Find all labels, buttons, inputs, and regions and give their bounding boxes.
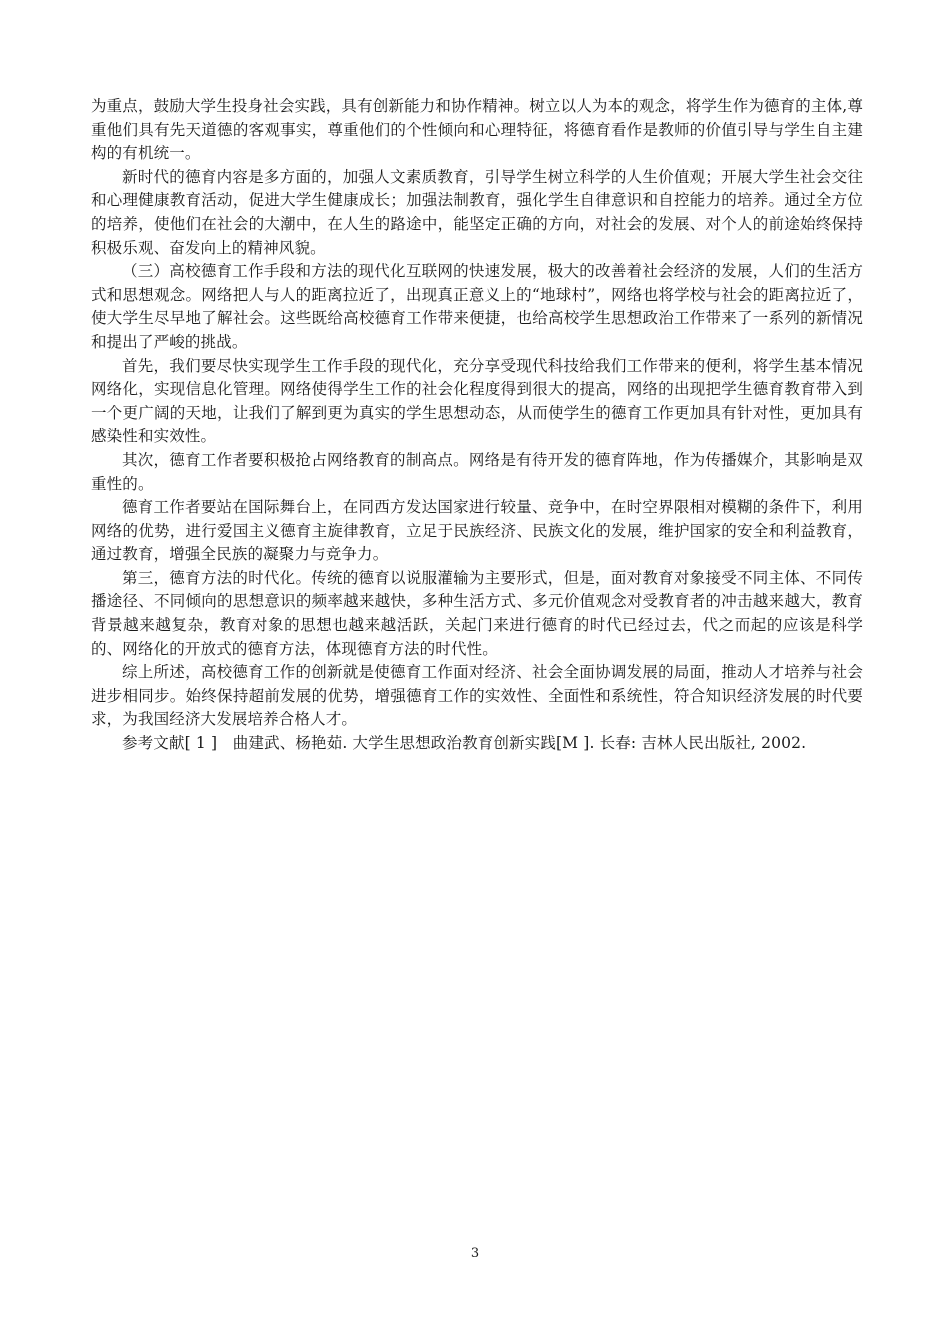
- body-paragraph: 其次，德育工作者要积极抢占网络教育的制高点。网络是有待开发的德育阵地，作为传播媒介，其影响是双重性的。: [91, 450, 863, 493]
- body-paragraph: 德育工作者要站在国际舞台上，在同西方发达国家进行较量、竞争中，在时空界限相对模糊的条件下，利用网络的优势，进行爱国主义德育主旋律教育，立足于民族经济、民族文化的发展，维护国家的安全和利益教育，通过教育，增强全民族的凝聚力与竞争力。: [91, 498, 863, 564]
- page-number: 3: [470, 1246, 480, 1261]
- document-body: [91, 95, 863, 756]
- body-paragraph: 为重点，鼓励大学生投身社会实践，具有创新能力和协作精神。树立以人为本的观念，将学生作为德育的主体,尊重他们具有先天道德的客观事实，尊重他们的个性倾向和心理特征，将德育看作是教师的价值引导与学生自主建构的有机统一。: [91, 97, 863, 163]
- body-paragraph: 首先，我们要尽快实现学生工作手段的现代化，充分享受现代科技给我们工作带来的便利，将学生基本情况网络化，实现信息化管理。网络使得学生工作的社会化程度得到很大的提高，网络的出现把学生德育教育带入到一个更广阔的天地，让我们了解到更为真实的学生思想动态，从而使学生的德育工作更加具有针对性，更加具有感染性和实效性。: [91, 356, 863, 446]
- body-paragraph: 综上所述，高校德育工作的创新就是使德育工作面对经济、社会全面协调发展的局面，推动人才培养与社会进步相同步。始终保持超前发展的优势，增强德育工作的实效性、全面性和系统性，符合知识经济发展的时代要求，为我国经济大发展培养合格人才。: [91, 663, 863, 729]
- section-heading-paragraph: （三）高校德育工作手段和方法的现代化互联网的快速发展，极大的改善着社会经济的发展，人们的生活方式和思想观念。网络把人与人的距离拉近了，出现真正意义上的“地球村”，网络也将学校与社会的距离拉近了，使大学生尽早地了解社会。这些既给高校德育工作带来便捷，也给高校学生思想政治工作带来了一系列的新情况和提出了严峻的挑战。: [91, 262, 863, 351]
- body-paragraph: 新时代的德育内容是多方面的，加强人文素质教育，引导学生树立科学的人生价值观；开展大学生社会交往和心理健康教育活动，促进大学生健康成长；加强法制教育，强化学生自律意识和自控能力的培养。通过全方位的培养，使他们在社会的大潮中，在人生的路途中，能坚定正确的方向，对社会的发展、对个人的前途始终保持积极乐观、奋发向上的精神风貌。: [91, 167, 863, 257]
- body-paragraph: 第三，德育方法的时代化。传统的德育以说服灌输为主要形式，但是，面对教育对象接受不同主体、不同传播途径、不同倾向的思想意识的频率越来越快，多种生活方式、多元价值观念对受教育者的冲击越来越大，教育背景越来越复杂，教育对象的思想也越来越活跃，关起门来进行德育的时代已经过去，代之而起的应该是科学的、网络化的开放式的德育方法，体现德育方法的时代性。: [91, 568, 863, 658]
- reference-entry: 参考文献[ 1 ] 曲建武、杨艳茹. 大学生思想政治教育创新实践[M ]. 长春: 吉林人民出版社, 2002.: [122, 734, 807, 753]
